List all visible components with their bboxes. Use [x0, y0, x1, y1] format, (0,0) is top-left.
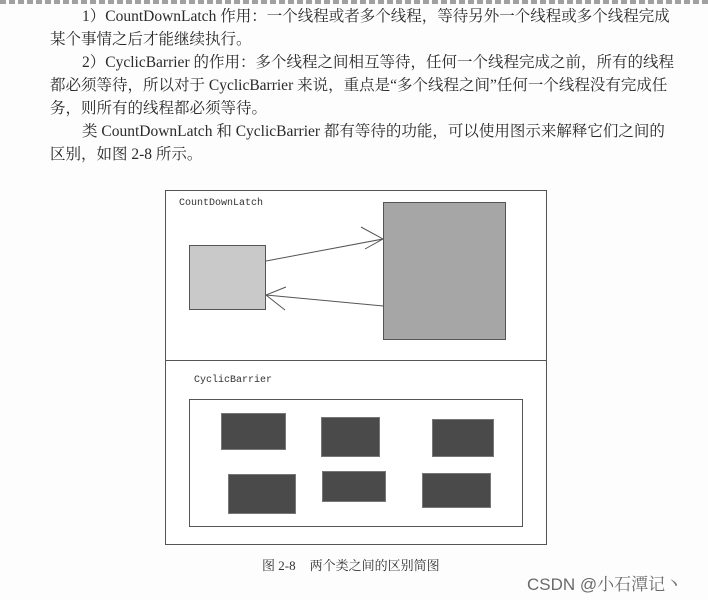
csdn-watermark: CSDN @小石潭记丶 — [527, 575, 683, 594]
thread-box-4 — [228, 474, 296, 514]
figure-diagram — [165, 190, 547, 545]
thread-box-3 — [432, 419, 494, 457]
thread-box-1 — [221, 413, 286, 450]
paragraph-cyclicbarrier: 2）CyclicBarrier 的作用：多个线程之间相互等待，任何一个线程完成之前，所有的线程都必须等待，所以对于 CyclicBarrier 来说，重点是“多个线程之间”任何一个线程没有完成任务，则所有的线程都必须等待。 — [50, 54, 674, 117]
arrows-icon — [166, 191, 546, 361]
figure-number: 图 2-8 — [262, 558, 296, 573]
panel-divider — [166, 360, 546, 361]
thread-box-6 — [422, 473, 491, 508]
cut-off-top-line — [0, 0, 708, 4]
thread-box-2 — [321, 417, 380, 457]
figure-caption — [262, 555, 440, 574]
paragraph-countdownlatch: 1）CountDownLatch 作用：一个线程或者多个线程，等待另外一个线程或多个线程完成某个事情之后才能继续执行。 — [50, 8, 670, 48]
barrier-container — [189, 399, 523, 527]
paragraph-comparison: 类 CountDownLatch 和 CyclicBarrier 都有等待的功能，可以使用图示来解释它们之间的区别，如图 2-8 所示。 — [50, 123, 665, 163]
countdownlatch-label: CountDownLatch — [179, 198, 264, 209]
cyclicbarrier-label: CyclicBarrier — [194, 375, 273, 386]
thread-box-5 — [322, 471, 386, 502]
figure-caption-text: 两个类之间的区别简图 — [309, 558, 440, 573]
